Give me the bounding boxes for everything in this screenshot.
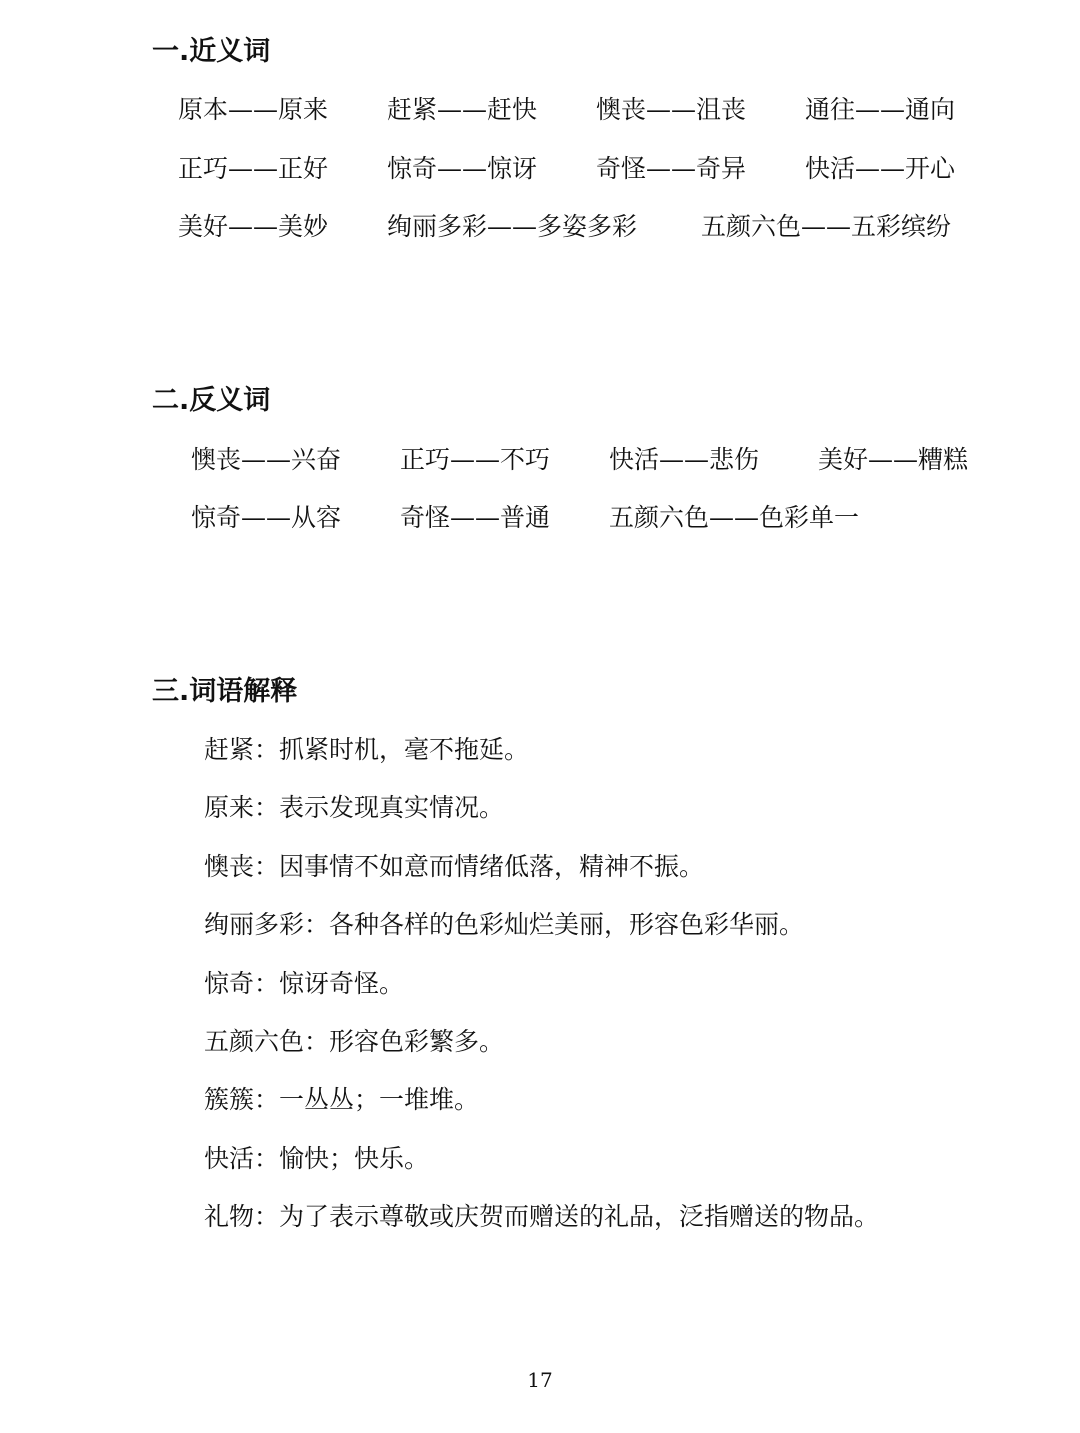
antonym-pair: 奇怪——普通 — [400, 503, 551, 532]
page-number: 17 — [527, 1368, 553, 1392]
explanation-item: 惊奇：惊讶奇怪。 — [204, 968, 405, 998]
synonym-pair: 奇怪——奇异 — [596, 154, 747, 183]
synonym-pair: 赶紧——赶快 — [387, 95, 538, 124]
section-title-synonyms: 一.近义词 — [152, 36, 271, 67]
antonym-pair: 惊奇——从容 — [191, 503, 342, 532]
synonym-pair: 快活——开心 — [805, 154, 956, 183]
explanation-item: 礼物：为了表示尊敬或庆贺而赠送的礼品，泛指赠送的物品。 — [204, 1202, 880, 1232]
synonym-pair: 原本——原来 — [178, 95, 329, 124]
synonym-pair: 懊丧——沮丧 — [596, 95, 747, 124]
antonym-pair: 快活——悲伤 — [609, 445, 760, 474]
explanation-item: 原来：表示发现真实情况。 — [204, 793, 505, 823]
synonym-pair: 正巧——正好 — [178, 154, 329, 183]
explanation-item: 快活：愉快；快乐。 — [204, 1143, 430, 1173]
explanation-item: 簇簇：一丛丛；一堆堆。 — [204, 1085, 480, 1115]
synonym-pair: 美好——美妙 — [178, 212, 329, 241]
synonym-pair: 惊奇——惊讶 — [387, 154, 538, 183]
explanation-item: 赶紧：抓紧时机，毫不拖延。 — [204, 735, 530, 764]
synonym-pair: 绚丽多彩——多姿多彩 — [387, 212, 638, 241]
synonym-pair: 通往——通向 — [805, 95, 956, 124]
synonym-pair: 五颜六色——五彩缤纷 — [701, 212, 952, 241]
section-title-antonyms: 二.反义词 — [152, 385, 271, 416]
explanation-list — [204, 730, 879, 1256]
explanation-item: 懊丧：因事情不如意而情绪低落，精神不振。 — [204, 851, 705, 881]
section-title-explanations: 三.词语解释 — [152, 676, 298, 707]
antonym-pair: 五颜六色——色彩单一 — [609, 503, 860, 532]
explanation-item: 绚丽多彩：各种各样的色彩灿烂美丽，形容色彩华丽。 — [204, 910, 805, 940]
antonym-pair: 美好——糟糕 — [818, 445, 969, 474]
explanation-item: 五颜六色：形容色彩繁多。 — [204, 1026, 505, 1056]
antonym-pair: 正巧——不巧 — [400, 445, 551, 474]
antonym-pair: 懊丧——兴奋 — [191, 445, 342, 474]
